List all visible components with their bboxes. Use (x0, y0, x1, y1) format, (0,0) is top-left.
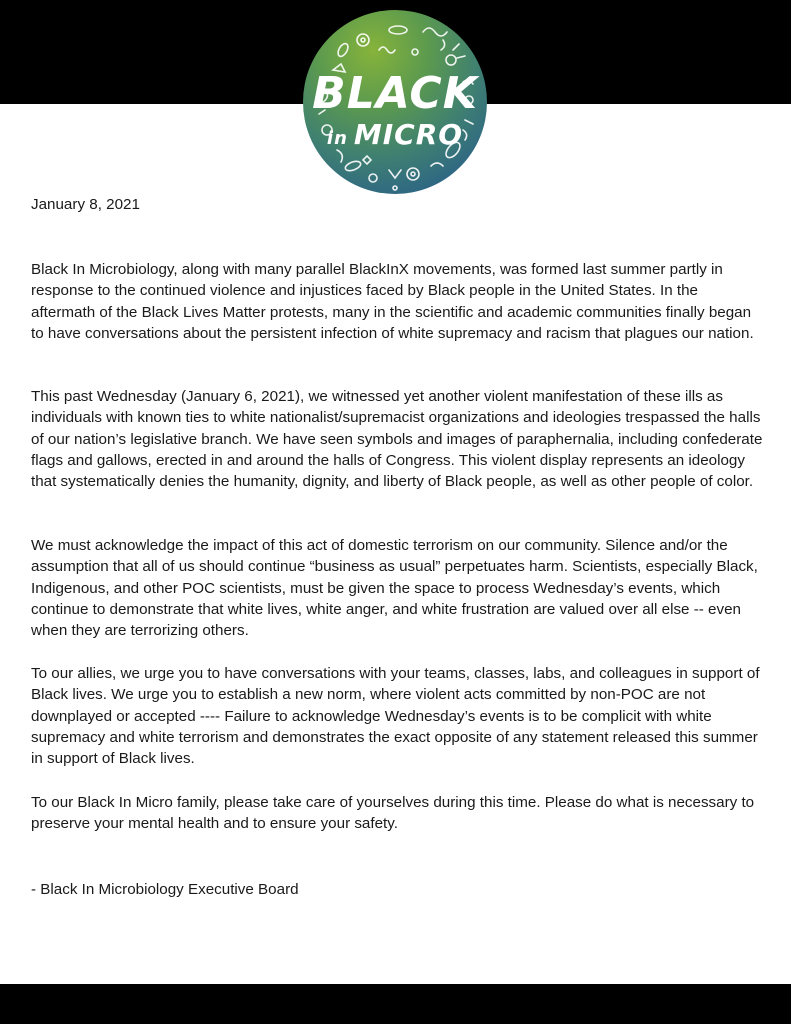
footer-band (0, 984, 791, 1024)
logo-word-in: in (326, 128, 348, 149)
paragraph-5: To our Black In Micro family, please take care of yourselves during this time. Please do what is necessary to preserve your mental health and to ensure your safety. (31, 794, 755, 833)
black-in-micro-logo (303, 10, 487, 194)
paragraph-1: Black In Microbiology, along with many parallel BlackInX movements, was formed last summer partly in response to the continued violence and injustices faced by Black people in the United States. In the aftermath of the Black Lives Matter protests, many in the scientific and academic communities finally began to have conversations about the persistent infection of white supremacy and racism that plagues our nation. (31, 261, 754, 342)
paragraph-4: To our allies, we urge you to have conversations with your teams, classes, labs, and colleagues in support of Black lives. We urge you to establish a new norm, where violent acts committed by non-POC are not downplayed or accepted ---- Failure to acknowledge Wednesday’s events is to be complicit with white supremacy and white terrorism and demonstrates the exact opposite of any statement released this summer in support of Black lives. (31, 665, 760, 768)
letter-date: January 8, 2021 (31, 196, 140, 213)
signature: - Black In Microbiology Executive Board (31, 881, 299, 898)
paragraph-3: We must acknowledge the impact of this act of domestic terrorism on our community. Silence and/or the assumption that all of us should continue “business as usual” perpetuates harm. Scientists, especially Black, Indigenous, and other POC scientists, must be given the space to process Wednesday’s events, which continue to demonstrate that white lives, white anger, and white frustration are valued over all else -- even when they are terrorizing others. (31, 537, 758, 640)
logo-word-micro: MICRO (353, 118, 464, 151)
paragraph-2: This past Wednesday (January 6, 2021), we witnessed yet another violent manifestation of these ills as individuals with known ties to white nationalist/supremacist organizations and ideologies trespassed the halls of our nation’s legislative branch. We have seen symbols and images of paraphernalia, including confederate flags and gallows, erected in and around the halls of Congress. This violent display represents an ideology that systematically denies the humanity, dignity, and liberty of Black people, as well as other people of color. (31, 388, 763, 491)
logo-word-in-micro (303, 118, 487, 151)
logo-word-black: BLACK (312, 68, 478, 119)
